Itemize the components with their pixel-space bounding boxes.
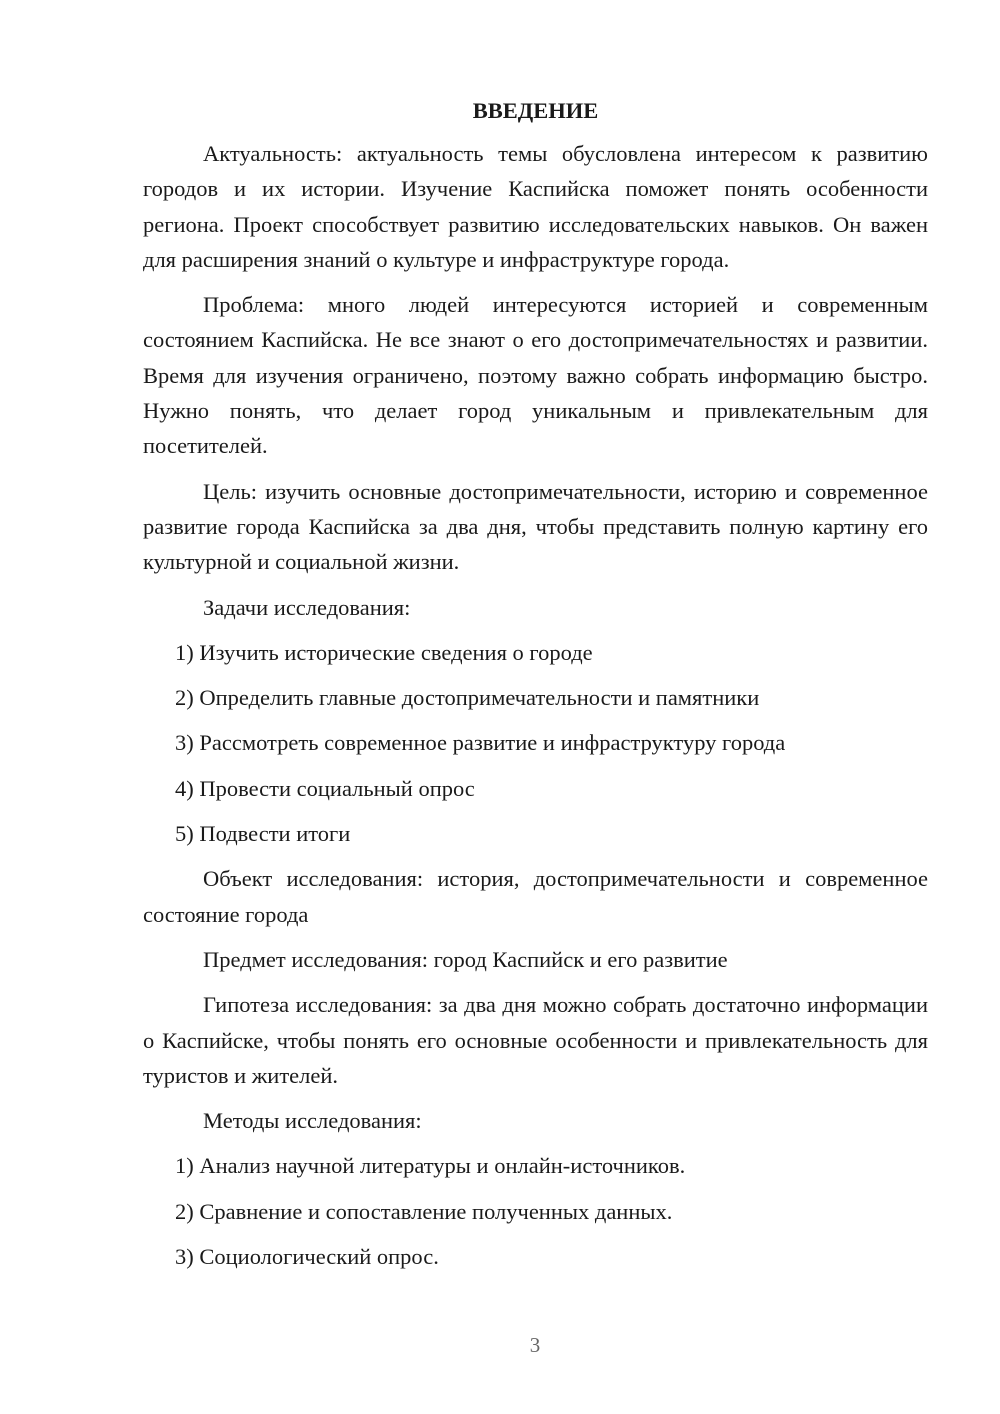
- paragraph-problem: Проблема: много людей интересуются историей и современным состоянием Каспийска. Не все знают о его достопримечательностях и развитии. Время для изучения ограничено, поэтому важно собрать информацию быстро. Нужно понять, что делает город уникальным и привлекательным для посетителей.: [143, 292, 928, 459]
- method-item-1: 1) Анализ научной литературы и онлайн-источников.: [175, 1153, 686, 1179]
- paragraph-subject: Предмет исследования: город Каспийск и его развитие: [203, 946, 728, 972]
- tasks-heading: Задачи исследования:: [203, 594, 411, 620]
- section-title: ВВЕДЕНИЕ: [472, 98, 599, 123]
- page-number: 3: [529, 1333, 541, 1357]
- task-item-3: 3) Рассмотреть современное развитие и инфраструктуру города: [175, 730, 786, 756]
- paragraph-goal: Цель: изучить основные достопримечательности, историю и современное развитие города Каспийска за два дня, чтобы представить полную картину его культурной и социальной жизни.: [143, 478, 928, 575]
- method-item-2: 2) Сравнение и сопоставление полученных данных.: [175, 1198, 673, 1224]
- document-page: [143, 92, 928, 1284]
- paragraph-hypothesis: Гипотеза исследования: за два дня можно собрать достаточно информации о Каспийске, чтобы понять его основные особенности и привлекательность для туристов и жителей.: [143, 992, 928, 1088]
- task-item-1: 1) Изучить исторические сведения о городе: [175, 639, 593, 665]
- task-item-4: 4) Провести социальный опрос: [175, 775, 475, 801]
- methods-heading: Методы исследования:: [203, 1108, 422, 1134]
- task-item-2: 2) Определить главные достопримечательности и памятники: [175, 685, 760, 711]
- paragraph-object: Объект исследования: история, достопримечательности и современное состояние города: [143, 866, 928, 927]
- task-item-5: 5) Подвести итоги: [175, 821, 351, 847]
- paragraph-relevance: Актуальность: актуальность темы обусловлена интересом к развитию городов и их истории. Изучение Каспийска поможет понять особенности региона. Проект способствует развитию исследовательских навыков. Он важен для расширения знаний о культуре и инфраструктуре города.: [143, 141, 928, 272]
- method-item-3: 3) Социологический опрос.: [175, 1244, 439, 1270]
